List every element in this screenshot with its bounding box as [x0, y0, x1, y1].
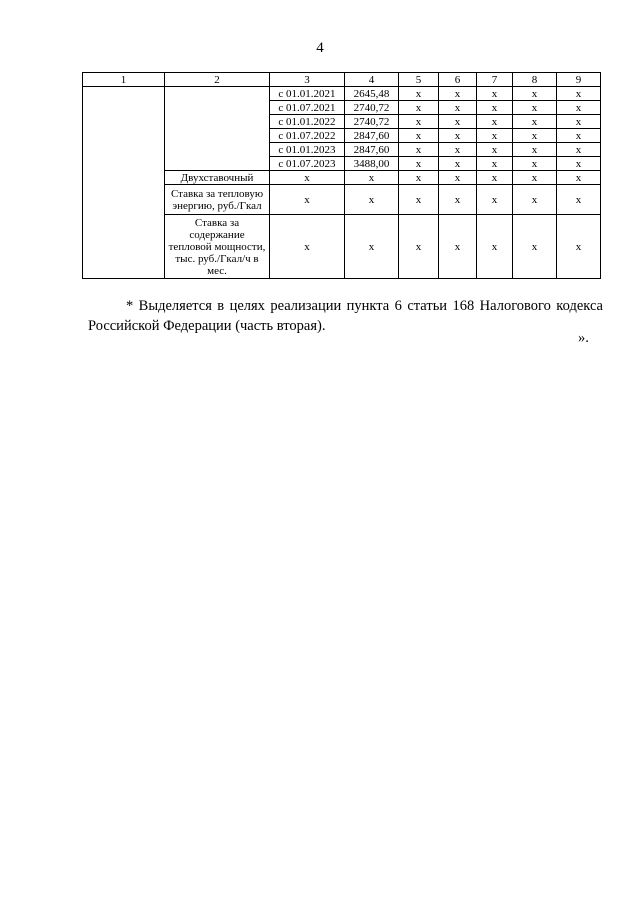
header-cell: 4	[345, 73, 399, 87]
mark-cell: x	[557, 129, 601, 143]
mark-cell: x	[399, 215, 439, 279]
mark-cell: x	[399, 157, 439, 171]
period-cell: с 01.01.2022	[270, 115, 345, 129]
header-cell: 3	[270, 73, 345, 87]
tariff-value-cell: 2740,72	[345, 115, 399, 129]
mark-cell: x	[513, 171, 557, 185]
header-cell: 7	[477, 73, 513, 87]
mark-cell: x	[513, 129, 557, 143]
mark-cell: x	[439, 215, 477, 279]
mark-cell: x	[557, 171, 601, 185]
tariff-value-cell: 2645,48	[345, 87, 399, 101]
mark-cell: x	[270, 215, 345, 279]
two-part-label: Двухставочный	[165, 171, 270, 185]
mark-cell: x	[477, 129, 513, 143]
mark-cell: x	[513, 215, 557, 279]
mark-cell: x	[557, 101, 601, 115]
mark-cell: x	[477, 157, 513, 171]
header-cell: 2	[165, 73, 270, 87]
table-header-row	[83, 73, 601, 87]
mark-cell: x	[345, 185, 399, 215]
mark-cell: x	[557, 87, 601, 101]
tariff-value-cell: 2847,60	[345, 129, 399, 143]
header-cell: 5	[399, 73, 439, 87]
energy-rate-label: Ставка за тепловую энергию, руб./Гкал	[165, 185, 270, 215]
tariff-value-cell: 2740,72	[345, 101, 399, 115]
page-number: 4	[316, 40, 324, 56]
period-cell: с 01.07.2023	[270, 157, 345, 171]
mark-cell: x	[557, 215, 601, 279]
period-cell: с 01.07.2022	[270, 129, 345, 143]
mark-cell: x	[513, 115, 557, 129]
mark-cell: x	[557, 157, 601, 171]
mark-cell: x	[399, 171, 439, 185]
mark-cell: x	[399, 115, 439, 129]
mark-cell: x	[477, 171, 513, 185]
mark-cell: x	[439, 171, 477, 185]
mark-cell: x	[477, 185, 513, 215]
mark-cell: x	[439, 129, 477, 143]
mark-cell: x	[439, 185, 477, 215]
mark-cell: x	[477, 87, 513, 101]
mark-cell: x	[477, 115, 513, 129]
table-row	[83, 87, 601, 101]
mark-cell: x	[439, 157, 477, 171]
capacity-rate-label: Ставка за содержание тепловой мощности, тыс. руб./Гкал/ч в мес.	[165, 215, 270, 279]
header-cell: 8	[513, 73, 557, 87]
mark-cell: x	[439, 143, 477, 157]
header-cell: 1	[83, 73, 165, 87]
period-cell: с 01.01.2023	[270, 143, 345, 157]
mark-cell: x	[557, 115, 601, 129]
mark-cell: x	[557, 185, 601, 215]
mark-cell: x	[399, 185, 439, 215]
mark-cell: x	[345, 215, 399, 279]
mark-cell: x	[513, 101, 557, 115]
tariff-value-cell: 2847,60	[345, 143, 399, 157]
empty-cell	[165, 87, 270, 171]
mark-cell: x	[513, 143, 557, 157]
mark-cell: x	[399, 129, 439, 143]
header-cell: 6	[439, 73, 477, 87]
mark-cell: x	[270, 171, 345, 185]
mark-cell: x	[439, 101, 477, 115]
tariff-value-cell: 3488,00	[345, 157, 399, 171]
mark-cell: x	[439, 87, 477, 101]
mark-cell: x	[477, 215, 513, 279]
mark-cell: x	[270, 185, 345, 215]
mark-cell: x	[513, 87, 557, 101]
mark-cell: x	[439, 115, 477, 129]
mark-cell: x	[513, 185, 557, 215]
header-cell: 9	[557, 73, 601, 87]
mark-cell: x	[477, 143, 513, 157]
mark-cell: x	[477, 101, 513, 115]
footnote: * Выделяется в целях реализации пункта 6 статьи 168 Налогового кодекса Российской Федерации (часть вторая).	[88, 298, 603, 334]
mark-cell: x	[399, 87, 439, 101]
mark-cell: x	[345, 171, 399, 185]
period-cell: с 01.01.2021	[270, 87, 345, 101]
mark-cell: x	[399, 143, 439, 157]
period-cell: с 01.07.2021	[270, 101, 345, 115]
closing-quote-mark: ».	[578, 330, 589, 346]
empty-cell	[83, 87, 165, 279]
mark-cell: x	[399, 101, 439, 115]
mark-cell: x	[557, 143, 601, 157]
tariff-table	[82, 72, 601, 279]
mark-cell: x	[513, 157, 557, 171]
